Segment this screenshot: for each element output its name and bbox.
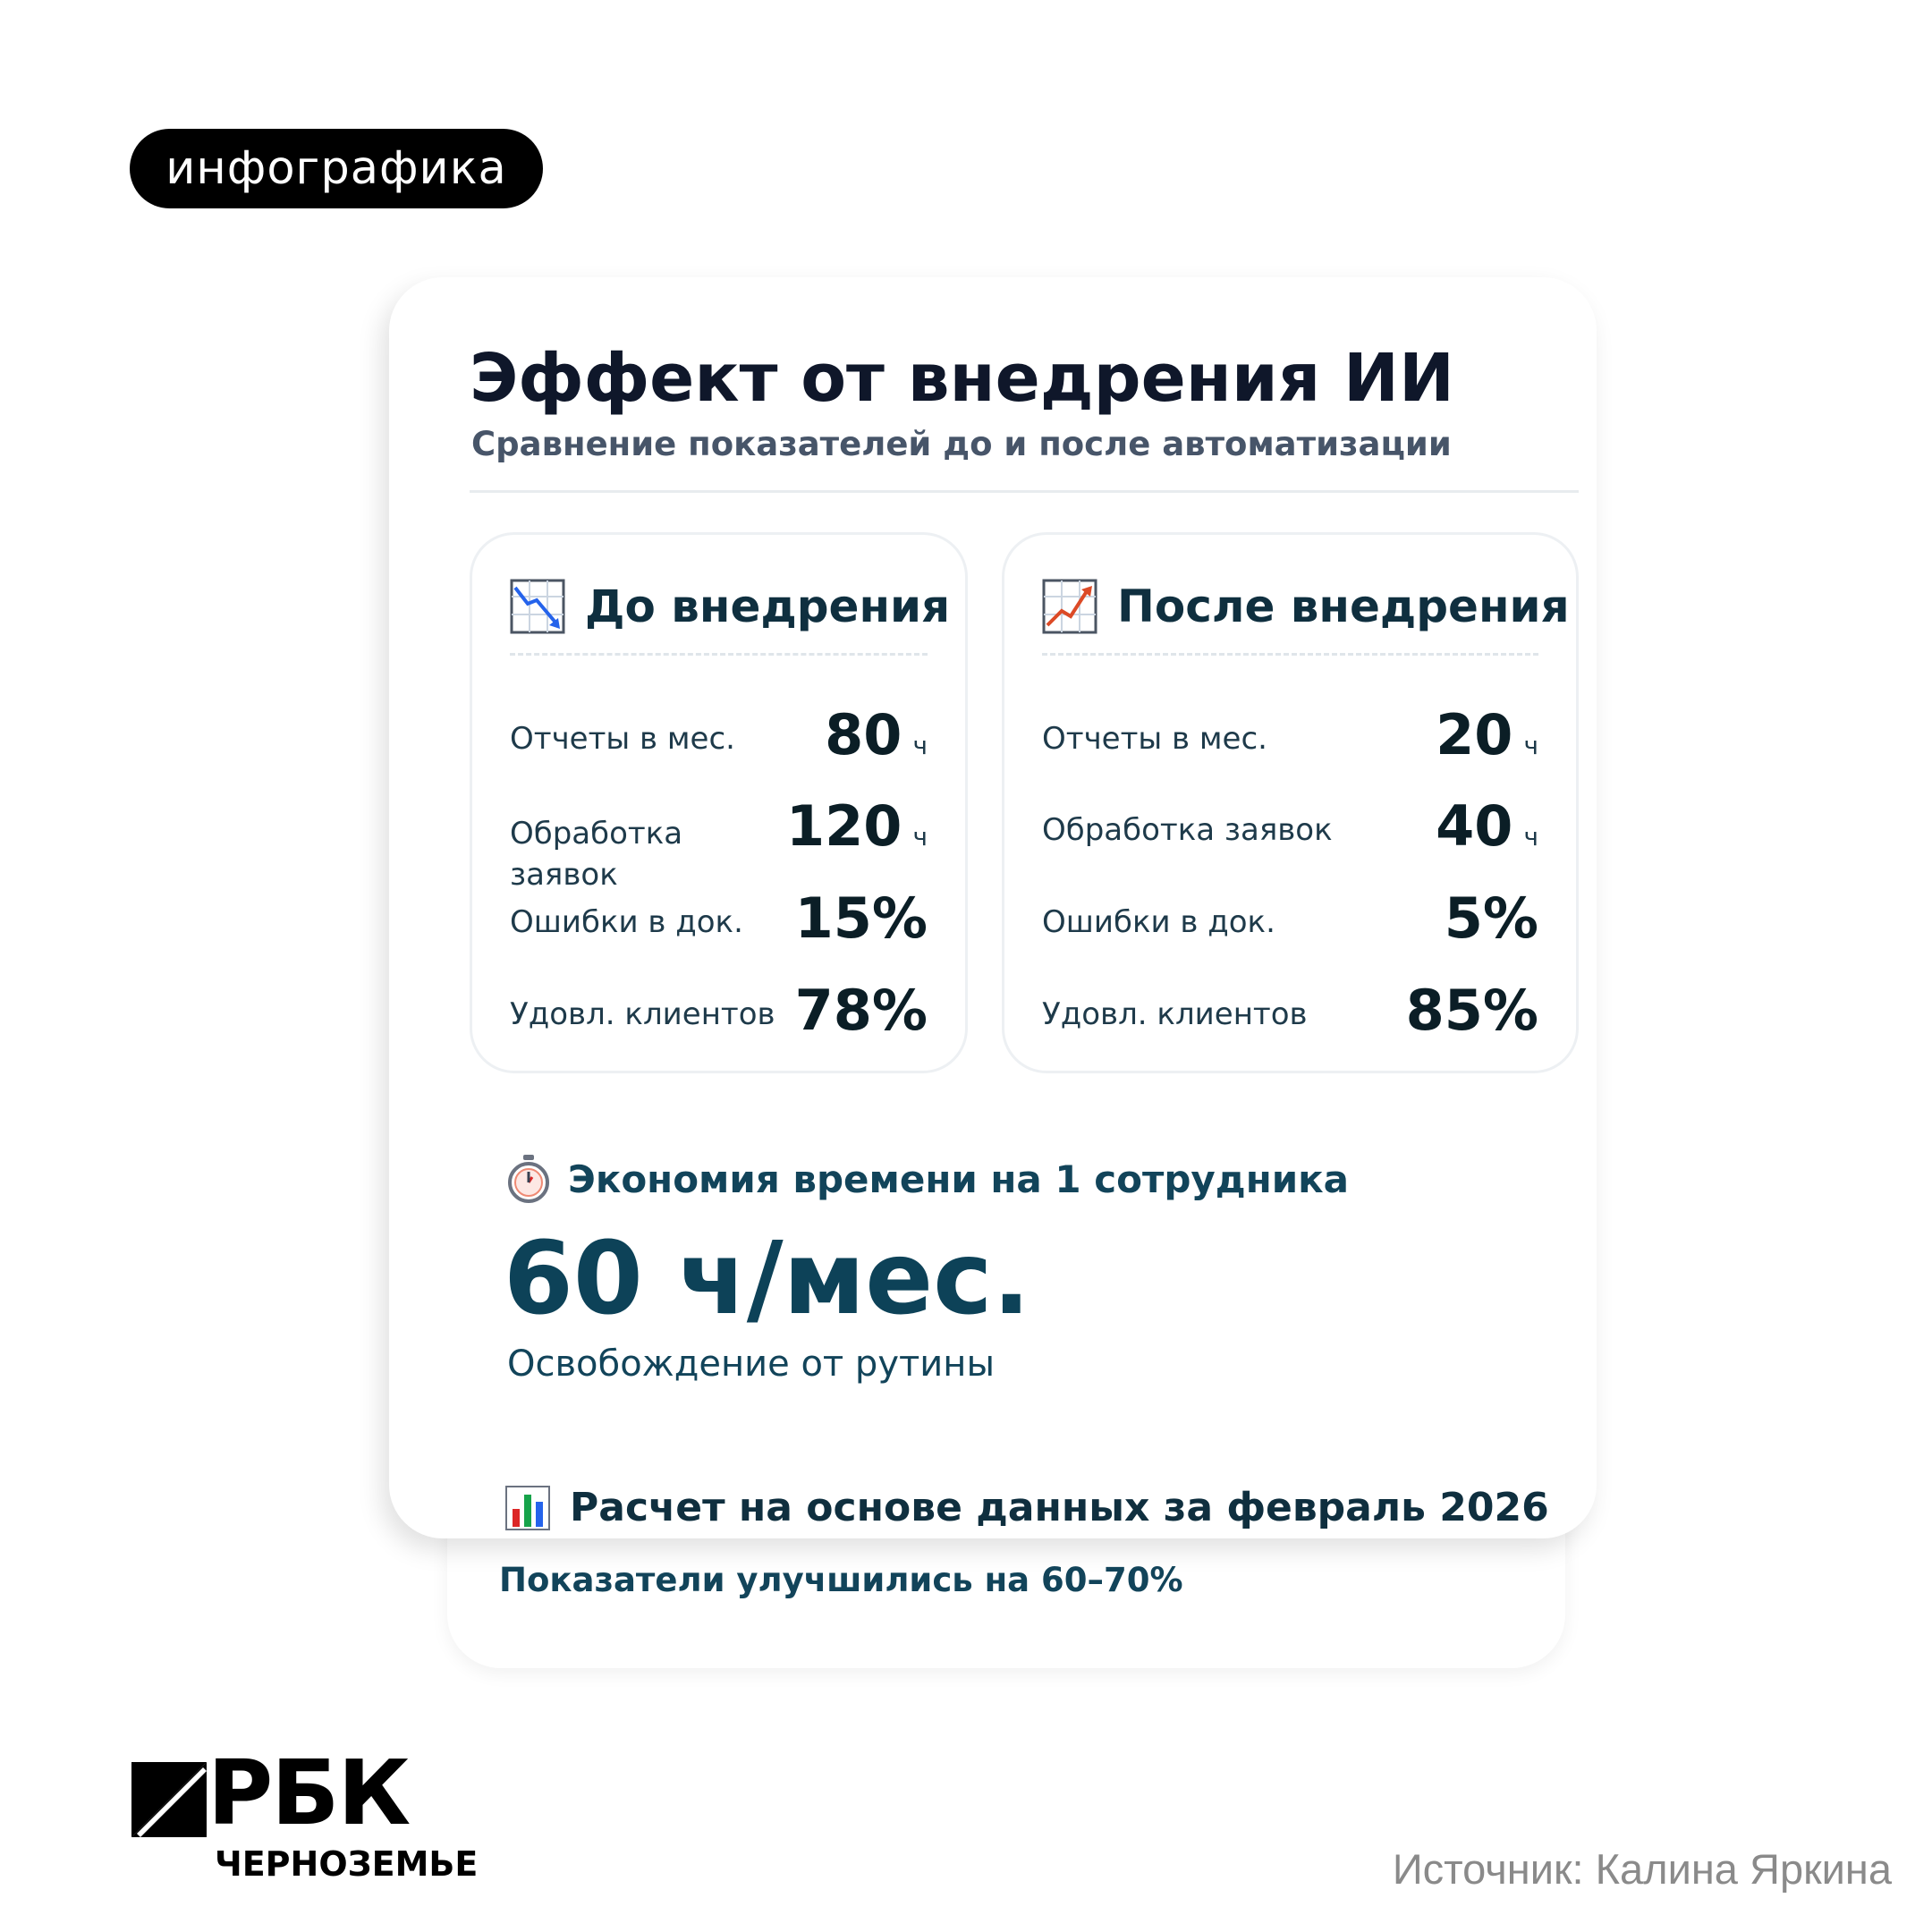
bar-chart-icon (505, 1486, 550, 1530)
row-number: 15% (794, 886, 928, 951)
after-row-errors (1042, 870, 1538, 951)
after-panel-title: После внедрения (1117, 580, 1570, 632)
infographic-card-stack (367, 277, 1619, 1673)
savings-value: 60 ч/мес. (504, 1221, 1031, 1337)
row-label: Обработка заявок (1042, 812, 1333, 849)
before-row-reports (510, 687, 928, 767)
before-panel-title: До внедрения (585, 580, 951, 632)
after-row-requests (1042, 778, 1538, 859)
row-unit: ч (1523, 731, 1538, 760)
after-panel-header (1042, 571, 1570, 656)
before-row-requests (510, 778, 928, 894)
row-label: Отчеты в мес. (1042, 721, 1267, 758)
row-number: 120 (786, 793, 902, 859)
before-row-satisfaction (510, 962, 928, 1043)
calc-heading-text: Расчет на основе данных за февраль 2026 (570, 1485, 1549, 1530)
row-number: 40 (1436, 793, 1513, 859)
rbc-logo-text: РБК (208, 1741, 410, 1845)
row-number: 5% (1444, 886, 1538, 951)
calc-heading (505, 1485, 1549, 1530)
before-panel (470, 532, 968, 1073)
card-subtitle: Сравнение показателей до и после автоматизации (471, 425, 1452, 463)
before-row-errors (510, 870, 928, 951)
source-credit: Источник: Калина Яркина (1392, 1845, 1892, 1893)
infographic-badge: инфографика (130, 129, 543, 208)
after-row-reports (1042, 687, 1538, 767)
row-label: Удовл. клиентов (510, 996, 775, 1033)
row-label: Ошибки в док. (1042, 904, 1275, 941)
row-number: 85% (1405, 978, 1538, 1043)
row-label: Ошибки в док. (510, 904, 743, 941)
rbc-region: ЧЕРНОЗЕМЬЕ (215, 1844, 479, 1884)
row-value (795, 886, 928, 951)
row-value (1406, 978, 1538, 1043)
row-label: Отчеты в мес. (510, 721, 735, 758)
row-label: Удовл. клиентов (1042, 996, 1308, 1033)
row-label: Обработка заявок (510, 816, 683, 894)
row-value (1436, 793, 1538, 859)
row-unit: ч (1523, 822, 1538, 852)
card-title: Эффект от внедрения ИИ (470, 340, 1454, 417)
row-unit: ч (912, 822, 928, 852)
row-value (1445, 886, 1538, 951)
calc-note: Показатели улучшились на 60–70% (499, 1561, 1183, 1599)
stopwatch-icon (505, 1154, 552, 1204)
chart-decreasing-icon (510, 579, 565, 634)
row-number: 80 (825, 702, 902, 767)
infographic-card (389, 277, 1597, 1538)
title-divider (470, 490, 1579, 493)
savings-heading-text: Экономия времени на 1 сотрудника (568, 1157, 1349, 1201)
savings-heading (505, 1154, 1349, 1204)
before-panel-header (510, 571, 951, 656)
row-number: 20 (1436, 702, 1513, 767)
after-panel (1002, 532, 1579, 1073)
row-value (825, 702, 928, 767)
row-number: 78% (794, 978, 928, 1043)
savings-caption: Освобождение от рутины (507, 1343, 996, 1385)
row-value (795, 978, 928, 1043)
after-row-satisfaction (1042, 962, 1538, 1043)
row-value (786, 793, 928, 859)
row-unit: ч (912, 731, 928, 760)
chart-increasing-icon (1042, 579, 1097, 634)
row-value (1436, 702, 1538, 767)
